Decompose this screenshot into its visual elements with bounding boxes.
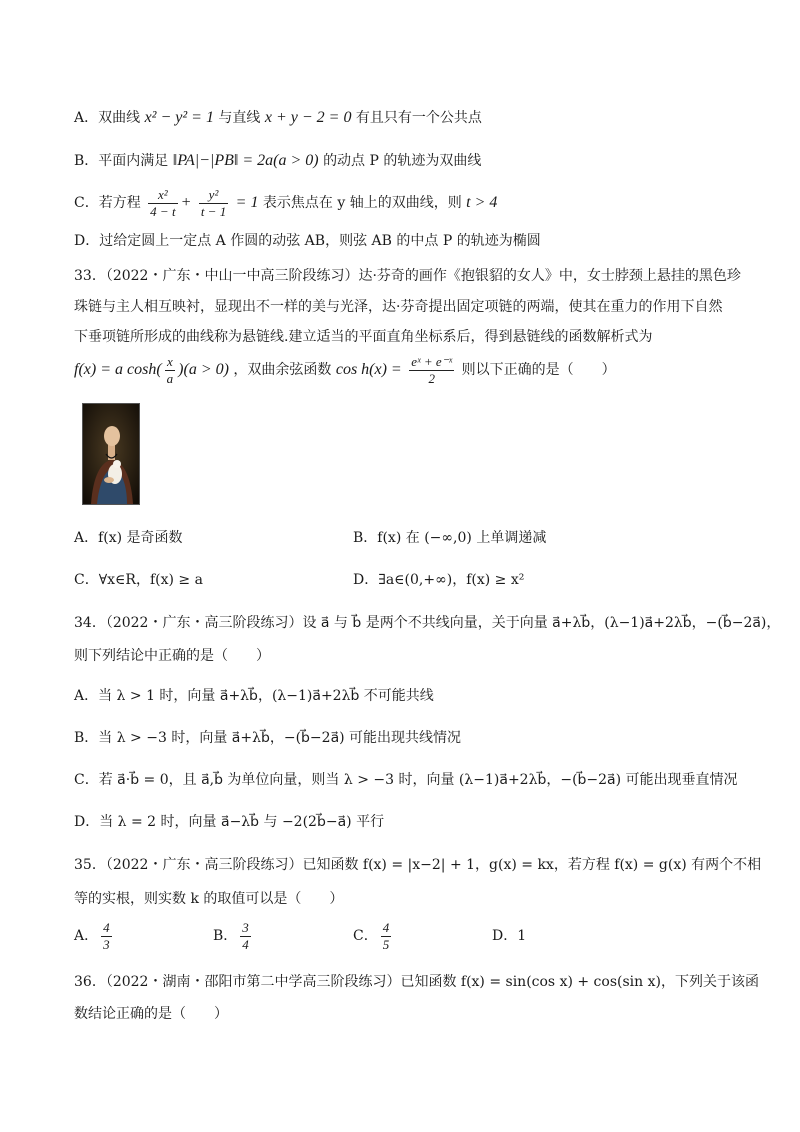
- q35-b-frac: [240, 920, 251, 953]
- q34-stem-line2: 则下列结论中正确的是（ ）: [74, 648, 270, 664]
- q35-a-num: 4: [103, 919, 110, 935]
- q32-c-cond: t > 4: [466, 194, 498, 211]
- q33-cosh-den: 2: [428, 370, 435, 386]
- q35-a-den: 3: [103, 936, 110, 952]
- q32-b-post: 的动点 P 的轨迹为双曲线: [323, 153, 482, 169]
- q32-b-eq: ‖PA|−|PB‖ = 2a(a > 0): [172, 152, 319, 169]
- q32-c-prefix: C．若方程: [74, 195, 141, 211]
- q33-mid: ，双曲余弦函数: [233, 362, 332, 378]
- q32-c-eq-tail: = 1: [235, 194, 259, 211]
- q32-a-post: 有且只有一个公共点: [355, 110, 482, 126]
- q35-a-label: A．: [74, 928, 99, 944]
- q32-option-b: [74, 151, 481, 171]
- q33-f-num: x: [165, 354, 176, 371]
- q35-c-num: 4: [382, 919, 390, 935]
- q33-option-a: A．f(x) 是奇函数: [74, 530, 183, 546]
- q32-option-a: [74, 108, 482, 128]
- q32-c-frac1-den: 4 − t: [150, 203, 176, 219]
- q33-stem-line3: 下垂项链所形成的曲线称为悬链线.建立适当的平面直角坐标系后，得到悬链线的函数解析式为: [74, 329, 653, 345]
- q33-stem-line1: 33．（2022・广东・中山一中高三阶段练习）达·芬奇的画作《抱银貂的女人》中，女士脖颈上悬挂的黑色珍: [74, 268, 741, 284]
- q35-c-frac: [381, 920, 392, 953]
- q32-option-d: D．过给定圆上一定点 A 作圆的动弦 AB，则弦 AB 的中点 P 的轨迹为椭圆: [74, 233, 541, 249]
- q33-cosh-pre: cos h(x) =: [335, 361, 402, 378]
- q36-stem-line1: 36．（2022・湖南・邵阳市第二中学高三阶段练习）已知函数 f(x) = sin(cos x) + cos(sin x)，下列关于该函: [74, 974, 759, 990]
- q35-b-label: B．: [213, 928, 238, 944]
- q33-f-den: a: [166, 370, 174, 386]
- q32-c-post: 表示焦点在 y 轴上的双曲线，则: [262, 195, 462, 211]
- painting-image: [82, 403, 140, 505]
- q33-f-pre: f(x) = a cosh(: [74, 361, 162, 378]
- q33-stem-line2: 珠链与主人相互映衬，显现出不一样的美与光泽，达·芬奇提出固定项链的两端，使其在重力的作用下自然: [74, 299, 723, 315]
- q36-stem-line2: 数结论正确的是（ ）: [74, 1006, 228, 1022]
- q32-c-frac2-den: t − 1: [200, 203, 227, 219]
- q34-option-b: B．当 λ > −3 时，向量 a⃗+λb⃗，−(b⃗−2a⃗) 可能出现共线情况: [74, 730, 462, 746]
- q35-option-c: [353, 918, 394, 954]
- q32-a-prefix: A．双曲线: [74, 110, 141, 126]
- q32-b-prefix: B．平面内满足: [74, 153, 169, 169]
- q34-stem-line1: 34．（2022・广东・高三阶段练习）设 a⃗ 与 b⃗ 是两个不共线向量，关于向量 a⃗+λb⃗，(λ−1)a⃗+2λb⃗，−(b⃗−2a⃗)，: [74, 615, 781, 631]
- q33-cosh-num: eˣ + e⁻ˣ: [411, 353, 453, 369]
- q32-c-frac1: [148, 187, 177, 220]
- q35-c-label: C．: [353, 928, 378, 944]
- q33-f-post: )(a > 0): [178, 361, 229, 378]
- q35-option-a: [74, 918, 115, 954]
- q33-option-d: D．∃a∈(0,+∞)，f(x) ≥ x²: [353, 572, 525, 588]
- q34-option-c: C．若 a⃗·b⃗ = 0，且 a⃗,b⃗ 为单位向量，则当 λ > −3 时，向量 (λ−1)a⃗+2λb⃗，−(b⃗−2a⃗) 可能出现垂直情况: [74, 772, 738, 788]
- q33-cosh-frac: [409, 354, 454, 387]
- q32-a-eq1: x² − y² = 1: [144, 109, 214, 126]
- q35-a-frac: [101, 920, 112, 953]
- q35-option-d: D．1: [492, 928, 527, 944]
- q33-option-c: C．∀x∈R，f(x) ≥ a: [74, 572, 203, 588]
- q32-c-frac2: [199, 187, 228, 220]
- q34-option-d: D．当 λ = 2 时，向量 a⃗−λb⃗ 与 −2(2b⃗−a⃗) 平行: [74, 814, 385, 830]
- q32-option-c: C．若方程 $\frac{\text{x²}}{4 - t}$ + $\frac{\text{y²}}{t - 1}$ = 1 表示焦点在 y 轴上的双曲线，则 t > 4: [74, 186, 498, 219]
- q33-option-b: B．f(x) 在 (−∞,0) 上单调递减: [353, 530, 547, 546]
- q33-tail: 则以下正确的是（ ）: [461, 362, 616, 378]
- q35-b-den: 4: [242, 936, 249, 952]
- q34-option-a: A．当 λ > 1 时，向量 a⃗+λb⃗，(λ−1)a⃗+2λb⃗ 不可能共线: [74, 688, 434, 704]
- q32-a-eq2: x + y − 2 = 0: [264, 109, 352, 126]
- q32-c-frac2-num: y²: [199, 187, 228, 204]
- q33-formula-line: [74, 352, 616, 388]
- q32-c-frac1-num: x²: [148, 187, 177, 204]
- q35-stem-line2: 等的实根，则实数 k 的取值可以是（ ）: [74, 891, 344, 907]
- q33-f-frac: [165, 354, 176, 387]
- q35-b-num: 3: [242, 919, 249, 935]
- q35-stem-line1: 35．（2022・广东・高三阶段练习）已知函数 f(x) = |x−2| + 1，g(x) = kx，若方程 f(x) = g(x) 有两个不相: [74, 857, 762, 873]
- q35-option-b: [213, 918, 254, 954]
- q35-c-den: 5: [382, 936, 390, 952]
- q32-a-mid: 与直线: [218, 110, 261, 126]
